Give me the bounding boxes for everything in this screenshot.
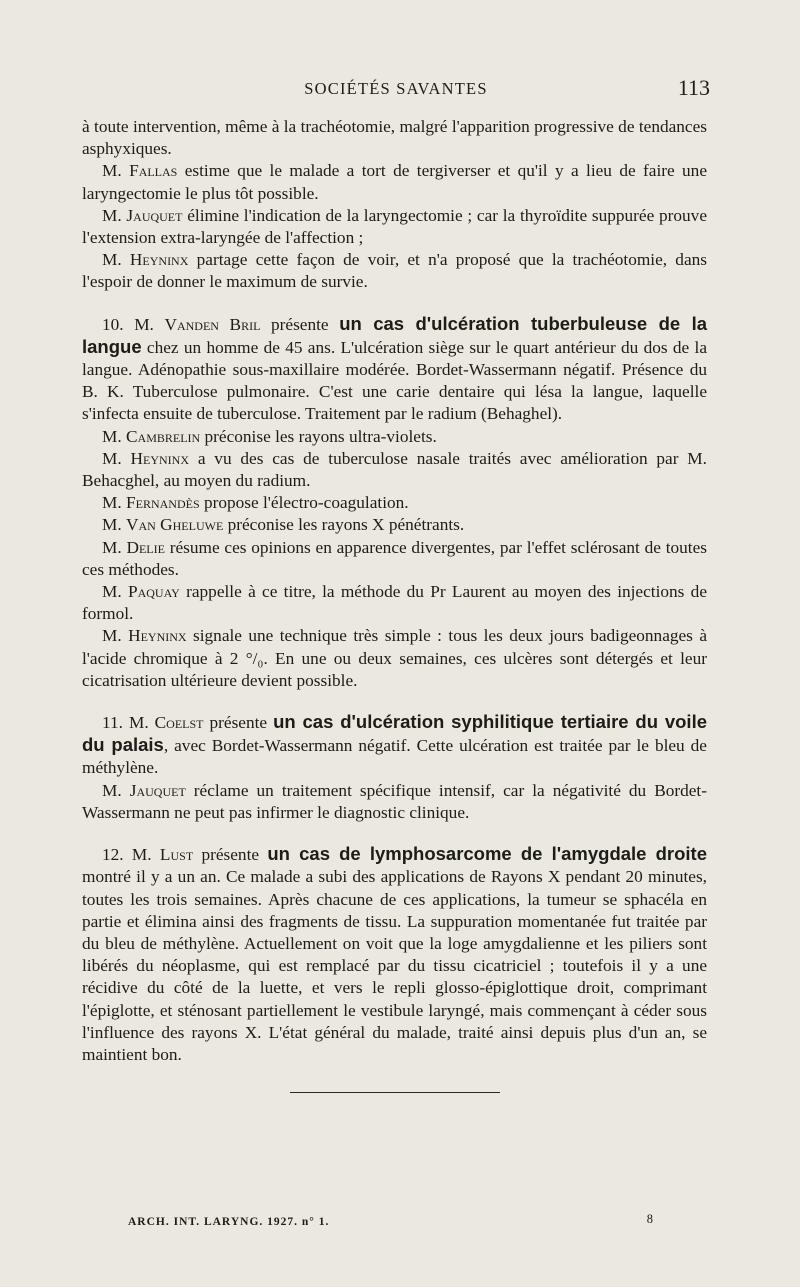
paragraph bbox=[82, 581, 707, 625]
signature-mark: 8 bbox=[646, 1212, 653, 1226]
paragraph bbox=[82, 448, 707, 492]
paragraph bbox=[82, 843, 707, 1066]
speaker-name: Heyninx bbox=[128, 626, 187, 646]
text-run: M. bbox=[102, 515, 127, 535]
text-run: présente bbox=[193, 845, 268, 865]
text-run: signale une technique très simple : tous les deux jours badigeonnages à l'acide chromique à 2 °/₀. En une ou deux semaines, ces ulcères sont détergés et leur cicatrisation ultérieure devient possible. bbox=[82, 626, 707, 690]
text-run: préconise les rayons ultra-violets. bbox=[200, 426, 437, 446]
speaker-name: Jauquet bbox=[126, 205, 183, 225]
case-title: un cas d'ulcération syphilitique tertiaire du voile du palais bbox=[82, 711, 707, 756]
text-run: M. bbox=[102, 426, 127, 446]
paragraph bbox=[82, 249, 707, 293]
paragraph bbox=[82, 537, 707, 581]
text-run: M. bbox=[102, 250, 130, 270]
text-run: 12. M. bbox=[102, 845, 160, 865]
paragraph bbox=[82, 116, 707, 160]
journal-reference: ARCH. INT. LARYNG. 1927. n° 1. bbox=[128, 1216, 330, 1228]
article-body bbox=[82, 116, 707, 1093]
text-run: à toute intervention, même à la trachéotomie, malgré l'apparition progressive de tendances asphyxiques. bbox=[82, 117, 707, 159]
speaker-name: Delie bbox=[126, 537, 165, 557]
paragraph bbox=[82, 492, 707, 514]
text-run: , avec Bordet-Wassermann négatif. Cette ulcération est traitée par le bleu de méthylène. bbox=[82, 736, 707, 778]
page-header bbox=[82, 76, 710, 106]
page-footer bbox=[128, 1212, 653, 1230]
paragraph bbox=[82, 426, 707, 448]
speaker-name: Heyninx bbox=[130, 448, 189, 468]
paragraph bbox=[82, 711, 707, 780]
speaker-name: Fernandès bbox=[126, 493, 200, 513]
text-run: a vu des cas de tuberculose nasale traités avec amélioration par M. Behacghel, au moyen du radium. bbox=[82, 448, 707, 491]
speaker-name: Heyninx bbox=[129, 250, 189, 270]
paragraph bbox=[82, 780, 707, 824]
paragraph bbox=[82, 160, 707, 204]
page-number: 113 bbox=[677, 75, 710, 100]
paragraph bbox=[82, 625, 707, 692]
text-run: estime que le malade a tort de tergiverser et qu'il y a lieu de faire une laryngectomie le plus tôt possible. bbox=[82, 161, 707, 203]
end-rule bbox=[290, 1092, 500, 1093]
speaker-name: Coelst bbox=[154, 713, 204, 733]
speaker-name: Jauquet bbox=[129, 780, 186, 800]
text-run: rappelle à ce titre, la méthode du Pr Laurent au moyen des injections de formol. bbox=[82, 582, 707, 624]
case-title: un cas de lymphosarcome de l'amygdale droite bbox=[267, 843, 707, 865]
text-run: M. bbox=[102, 161, 130, 181]
paragraph bbox=[82, 514, 707, 536]
speaker-name: Lust bbox=[159, 845, 194, 865]
text-run: montré il y a un an. Ce malade a subi des applications de Rayons X pendant 20 minutes, toutes les trois semaines. Après chacune de ces applications, la tumeur se sphacéla en partie et élimina ainsi des fragments de tissu. La suppuration momentanée fut traitée par du bleu de méthylène. Actuellement on voit que la loge amygdalienne et les piliers sont libérés du néoplasme, qui est remplacé par du tissu cicatriciel ; toutefois il y a une récidive du côté de la luette, et vers le repli glosso-épiglottique droit, comprimant l'épiglotte, et sténosant partiellement le vestibule laryngé, mais commençant à céder sous l'influence des rayons X. L'état général du malade, traité ainsi depuis plus d'un an, se maintient bon. bbox=[82, 867, 707, 1064]
text-run: présente bbox=[203, 713, 274, 733]
text-run: réclame un traitement spécifique intensif, car la négativité du Bordet-Wassermann ne peut pas infirmer le diagnostic clinique. bbox=[82, 780, 707, 822]
text-run: M. bbox=[102, 626, 129, 646]
speaker-name: Cambrelin bbox=[126, 426, 201, 446]
text-run: M. bbox=[102, 537, 127, 557]
text-run: M. bbox=[102, 205, 127, 225]
text-run: M. bbox=[102, 493, 127, 513]
speaker-name: Fallas bbox=[129, 161, 178, 181]
text-run: M. bbox=[102, 780, 130, 800]
speaker-name: Vanden Bril bbox=[164, 314, 261, 334]
text-run: 11. M. bbox=[102, 713, 155, 733]
text-run: 10. M. bbox=[102, 314, 165, 334]
paragraph bbox=[82, 313, 707, 426]
running-title: SOCIÉTÉS SAVANTES bbox=[304, 79, 488, 98]
text-run: partage cette façon de voir, et n'a proposé que la trachéotomie, dans l'espoir de donner le maximum de survie. bbox=[82, 250, 707, 292]
text-run: M. bbox=[102, 448, 131, 468]
text-run: M. bbox=[102, 582, 128, 602]
paragraph bbox=[82, 205, 707, 249]
speaker-name: Van Gheluwe bbox=[126, 515, 224, 535]
text-run: résume ces opinions en apparence divergentes, par l'effet sclérosant de toutes ces méthodes. bbox=[82, 537, 707, 579]
case-title: un cas d'ulcération tuberbuleuse de la langue bbox=[82, 312, 708, 357]
text-run: élimine l'indication de la laryngectomie ; car la thyroïdite suppurée prouve l'extension extra-laryngée de l'affection ; bbox=[82, 205, 707, 248]
speaker-name: Paquay bbox=[127, 582, 180, 602]
text-run: chez un homme de 45 ans. L'ulcération siège sur le quart antérieur du dos de la langue. Adénopathie sous-maxillaire modérée. Bordet-Wassermann négatif. Présence du B. K. Tuberculose pulmonaire. C'est une carie dentaire qui lésa la langue, laquelle s'infecta ensuite de tuberculose. Traitement par le radium (Behaghel). bbox=[82, 337, 707, 424]
text-run: préconise les rayons X pénétrants. bbox=[223, 515, 465, 535]
text-run: présente bbox=[260, 314, 340, 334]
text-run: propose l'électro-coagulation. bbox=[199, 493, 409, 513]
